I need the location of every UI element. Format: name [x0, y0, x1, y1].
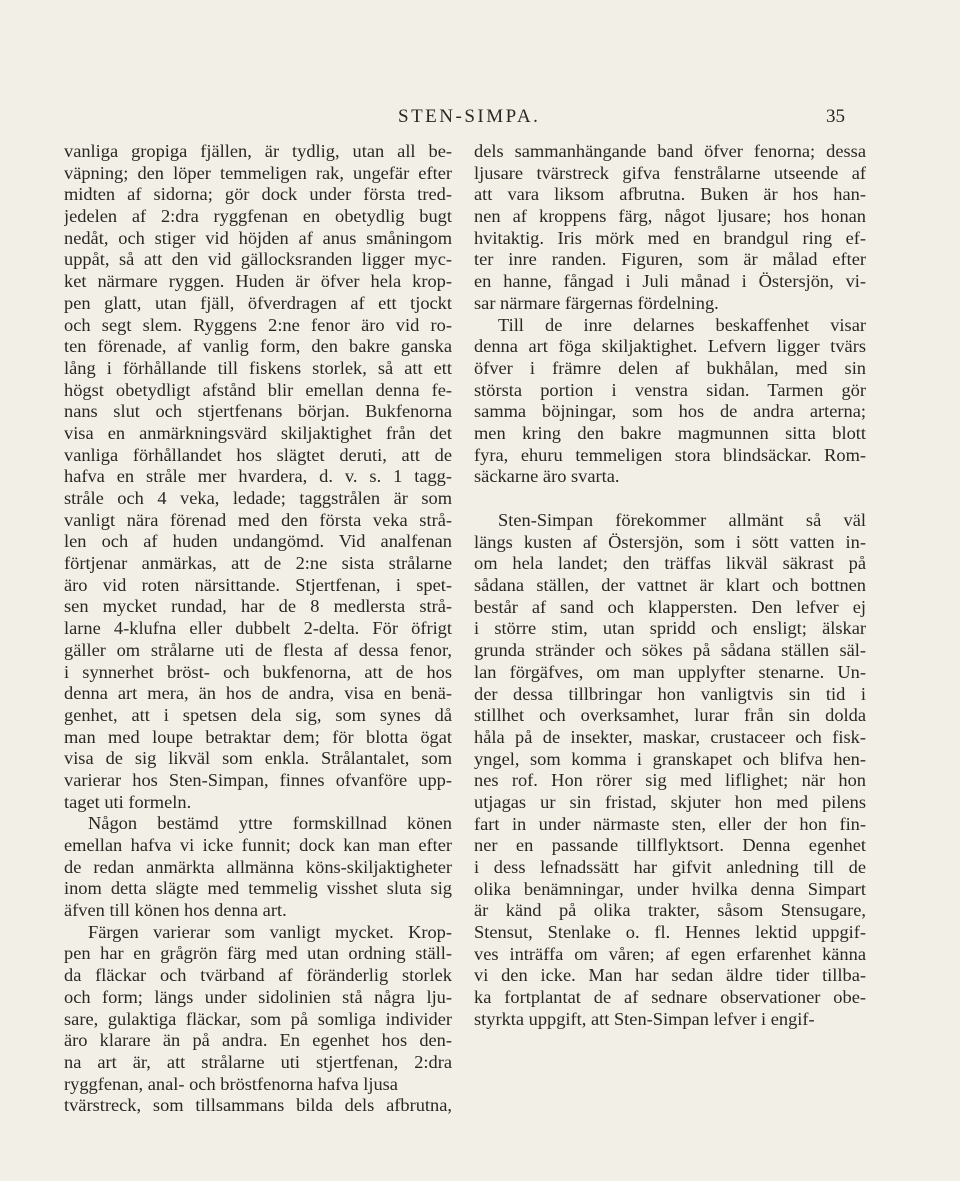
text-line: sar närmare färgernas fördelning.	[474, 292, 719, 313]
text-line: Stensut, Stenlake o. fl. Hennes lektid uppgif-	[474, 922, 866, 943]
text-line: na art är, att strålarne uti stjertfenan, 2:dra	[64, 1051, 452, 1072]
text-line: utjagas ur sin fristad, skjuter hon med pilens	[474, 791, 866, 812]
text-line: varierar hos Sten-Simpan, finnes ofvanföre upp-	[64, 769, 452, 790]
text-line: Till de inre delarnes beskaffenhet visar	[498, 314, 866, 335]
text-line: att vara liksom afbrutna. Buken är hos han-	[474, 184, 866, 205]
text-line: man med loupe betraktar dem; för blotta ögat	[64, 726, 452, 747]
text-line: vanliga gropiga fjällen, är tydlig, utan all be-	[64, 141, 452, 161]
text-line: äro klarare än på andra. En egenhet hos den-	[64, 1030, 452, 1051]
text-line: vi den icke. Man har sedan äldre tider tillba-	[474, 965, 866, 986]
text-line: samma böjningar, som hos de andra arterna;	[474, 401, 866, 422]
page-number: 35	[826, 106, 845, 127]
text-line: ket närmare ryggen. Huden är öfver hela krop-	[64, 271, 452, 292]
text-line: emellan hafva vi icke funnit; dock kan man efter	[64, 835, 452, 855]
text-line: består af sand och klappersten. Den lefver ej	[474, 596, 866, 617]
text-line: inom detta slägte med temmelig visshet sluta sig	[64, 878, 452, 899]
text-line: stillhet och overksamhet, lurar från sin dolda	[474, 705, 866, 726]
text-line: fyra, ehuru temmeligen stora blindsäckar. Rom-	[474, 444, 866, 465]
text-line: gäller om strålarne uti de flesta af dessa fenor,	[64, 639, 452, 660]
text-line: len och af huden undangömd. Vid analfenan	[64, 531, 452, 552]
text-line: ves inträffa om våren; af egen erfarenhet känna	[474, 943, 866, 964]
text-line: säckarne äro svarta.	[474, 466, 620, 487]
text-line: väpning; den löper temmeligen rak, ungefär efter	[64, 162, 452, 183]
text-line: tvärstreck, som tillsammans bilda dels afbrutna,	[64, 1095, 452, 1116]
text-line: förtjenar anmärkas, att de 2:ne sista strålarne	[64, 553, 452, 574]
text-line: längs kusten af Östersjön, som i sött vatten in-	[474, 531, 866, 552]
text-line: yngel, som komma i granskapet och blifva hen-	[474, 748, 866, 769]
page-header	[0, 106, 960, 136]
text-line: men kring den bakre magmunnen sitta blott	[474, 422, 866, 443]
text-line: pen glatt, utan fjäll, öfverdragen af ett tjockt	[64, 292, 452, 313]
running-title: STEN-SIMPA.	[398, 106, 541, 127]
text-line: fart in under närmaste sten, eller der hon fin-	[474, 813, 866, 834]
text-line: nedåt, och stiger vid höjden af anus småningom	[64, 227, 452, 248]
text-line: lång i förhållande till fiskens storlek, så att ett	[64, 357, 452, 378]
text-line: ter inre randen. Figuren, som är målad efter	[474, 249, 866, 270]
text-line: lan förgäfves, om man upplyfter stenarne. Un-	[474, 661, 866, 682]
text-line: midten af sidorna; gör dock under första tred-	[64, 184, 452, 205]
text-line: styrkta uppgift, att Sten-Simpan lefver i engif-	[474, 1008, 815, 1029]
text-line: hafva en stråle mer hvardera, d. v. s. 1 tagg-	[64, 466, 452, 487]
text-line: de redan anmärkta allmänna köns-skiljaktigheter	[64, 856, 452, 877]
text-line: olika benämningar, under hvilka denna Simpart	[474, 878, 866, 899]
text-line: öfver i främre delen af bukhålan, med sin	[474, 357, 866, 378]
text-line: Färgen varierar som vanligt mycket. Krop-	[88, 921, 452, 942]
text-line: visa de sig likväl som enkla. Strålantalet, som	[64, 748, 452, 769]
text-line: ka fortplantat de af sednare observationer obe-	[474, 987, 866, 1008]
text-line: visa en anmärkningsvärd skiljaktighet från det	[64, 422, 452, 443]
text-line: Sten-Simpan förekommer allmänt så väl	[498, 510, 866, 530]
text-line: ryggfenan, anal- och bröstfenorna hafva ljusa	[64, 1073, 398, 1094]
text-line: pen har en grågrön färg med utan ordning ställ-	[64, 943, 452, 964]
text-line: taget uti formeln.	[64, 791, 192, 812]
text-line: en hanne, fångad i Juli månad i Östersjön, vi-	[474, 271, 866, 292]
text-line: genhet, att i spetsen dela sig, som synes då	[64, 704, 452, 725]
text-line: nen af kroppens färg, något ljusare; hos honan	[474, 206, 866, 227]
text-line: larne 4-klufna eller dubbelt 2-delta. För öfrigt	[64, 618, 452, 639]
text-line: största portion i venstra sidan. Tarmen gör	[474, 379, 866, 400]
text-line: äro vid roten närsittande. Stjertfenan, i spet-	[64, 574, 452, 595]
text-line: ten förenade, af vanlig form, den bakre ganska	[64, 336, 452, 357]
text-line: högst obetydligt afstånd blir emellan denna fe-	[64, 379, 452, 400]
text-line: grunda stränder och sökes på sådana ställen säl-	[474, 640, 866, 661]
text-line: dels sammanhängande band öfver fenorna; dessa	[474, 141, 866, 161]
text-line: Någon bestämd yttre formskillnad könen	[88, 813, 452, 834]
text-line: i dess lefnadssätt har gifvit anledning till de	[474, 857, 866, 877]
text-line: är känd på olika trakter, såsom Stensugare,	[474, 900, 866, 921]
right-text-column	[474, 141, 866, 1031]
text-line: om hela landet; den träffas likväl säkrast på	[474, 553, 866, 574]
text-line: sare, gulaktiga fläckar, som på somliga individer	[64, 1008, 452, 1029]
text-line: jedelen af 2:dra ryggfenan en obetydlig bugt	[64, 206, 452, 227]
text-line: vanliga förhållandet hos slägtet deruti, att de	[64, 444, 452, 465]
text-line: håla på de insekter, maskar, crustaceer och fisk-	[474, 726, 866, 747]
text-line: och form; längs under sidolinien stå några lju-	[64, 986, 452, 1007]
text-line: nans slut och stjertfenans början. Bukfenorna	[64, 401, 452, 422]
text-line: äfven till könen hos denna art.	[64, 900, 287, 921]
text-line: denna art föga skiljaktighet. Lefvern ligger tvärs	[474, 336, 866, 357]
text-line: ljusare tvärstreck gifva fenstrålarne utseende af	[474, 162, 866, 183]
text-line: i större stim, utan spridd och ensligt; älskar	[474, 618, 866, 639]
text-line: uppåt, så att den vid gällocksranden ligger myc-	[64, 249, 452, 270]
left-text-column	[64, 141, 452, 1117]
text-line: vanligt nära förenad med den första veka strå-	[64, 509, 452, 530]
text-line: stråle och 4 veka, ledade; taggstrålen är som	[64, 488, 452, 508]
text-line: sådana ställen, der vattnet är klart och bottnen	[474, 575, 866, 596]
text-line: i synnerhet bröst- och bukfenorna, att de hos	[64, 661, 452, 682]
text-line: sen mycket rundad, har de 8 medlersta strå-	[64, 596, 452, 617]
text-line: denna art mera, än hos de andra, visa en benä-	[64, 683, 452, 704]
text-line: hvitaktig. Iris mörk med en brandgul ring ef-	[474, 227, 866, 248]
text-line: nes rof. Hon rörer sig med liflighet; när hon	[474, 770, 866, 791]
text-line: der dessa tillbringar hon vanligtvis sin tid i	[474, 683, 866, 704]
text-line: och segt slem. Ryggens 2:ne fenor äro vid ro-	[64, 314, 452, 335]
text-line: ner en passande tillflyktsort. Denna egenhet	[474, 835, 866, 856]
text-line: da fläckar och tvärband af föränderlig storlek	[64, 965, 452, 986]
